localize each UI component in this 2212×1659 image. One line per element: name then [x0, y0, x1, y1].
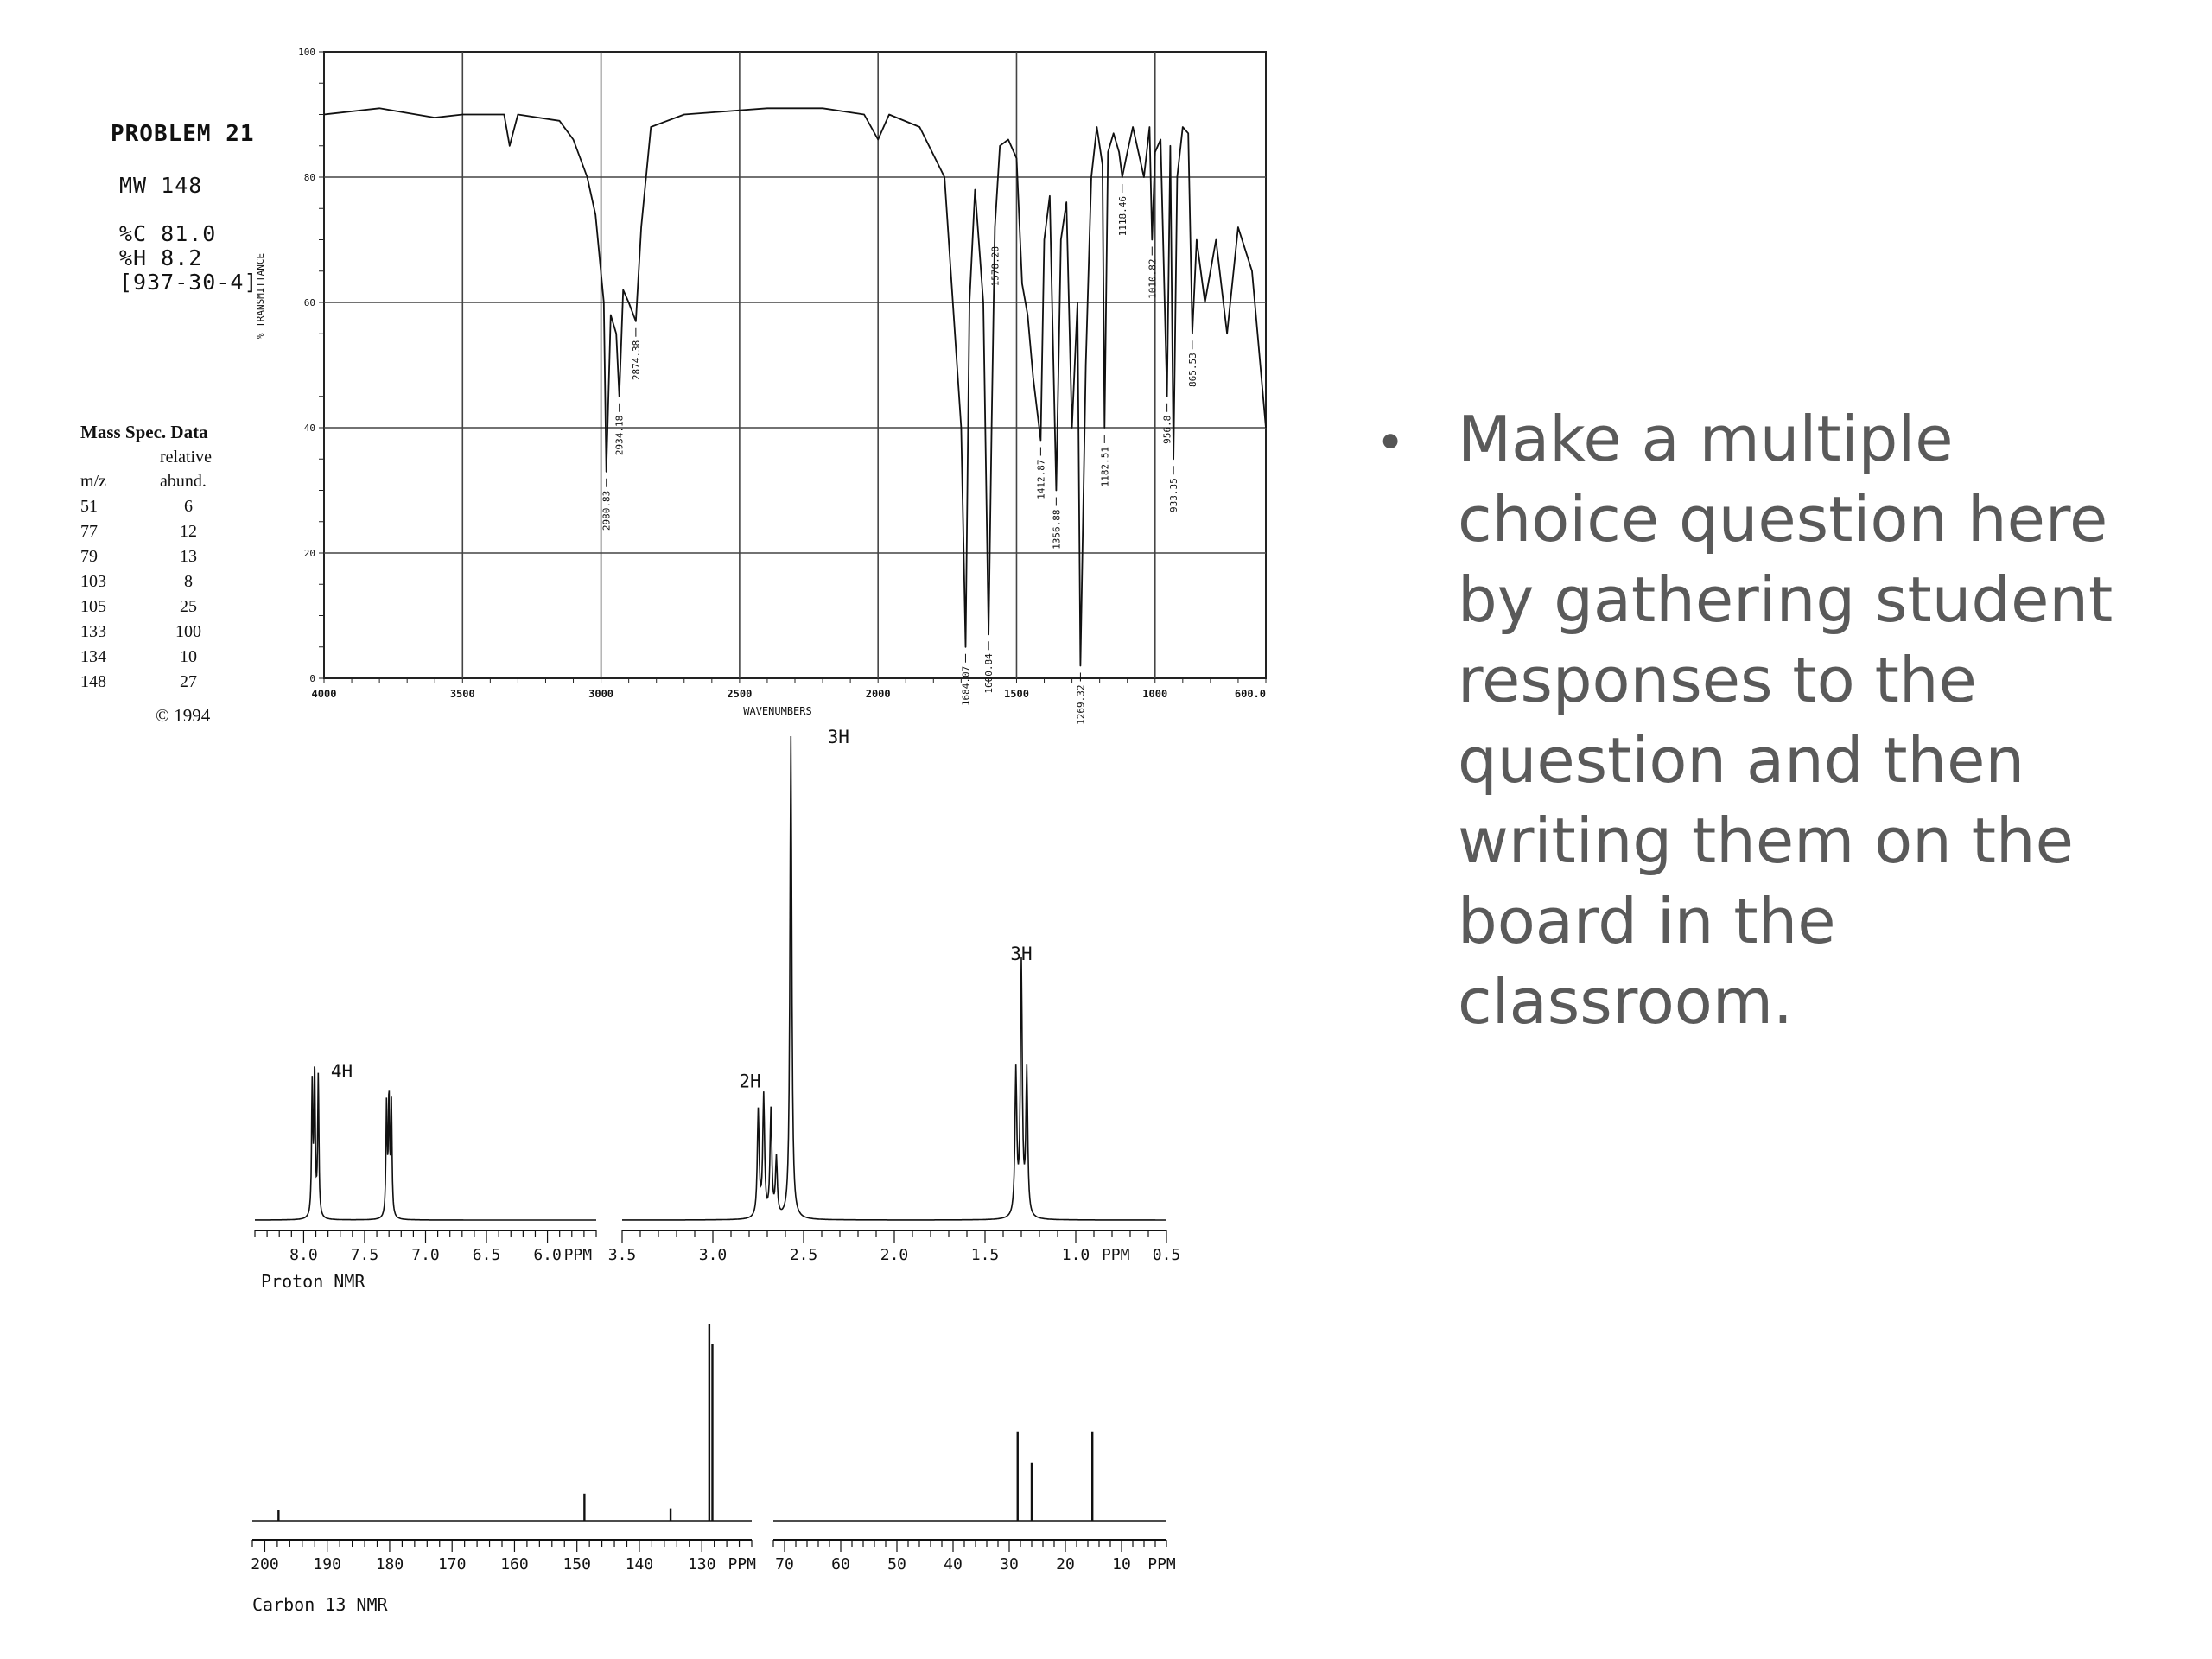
proton-nmr-tick-label: 2.0	[880, 1246, 909, 1264]
ir-plot-frame	[324, 52, 1266, 678]
ir-peak-label: 1356.88	[1051, 509, 1063, 550]
mass-spec-row	[80, 522, 253, 547]
mass-spec-header-relative: relative	[160, 448, 212, 467]
ir-spectrum-line	[324, 108, 1266, 665]
ir-spectrum-chart	[242, 43, 1279, 734]
proton-nmr-trace	[255, 1066, 596, 1220]
mass-spec-mz: 105	[80, 597, 106, 616]
carbon-nmr-tick-label: 20	[1056, 1555, 1075, 1573]
carbon-nmr-tick-label: 140	[625, 1555, 654, 1573]
bullet-marker: •	[1376, 413, 1406, 472]
carbon-nmr-tick-label: 30	[1000, 1555, 1019, 1573]
carbon-nmr-tick-label: 200	[251, 1555, 279, 1573]
ir-peak-label: 956.8	[1161, 415, 1173, 444]
ir-peak-label: 1600.84	[983, 653, 995, 694]
mass-spec-title: Mass Spec. Data	[80, 422, 208, 442]
ir-y-tick-label: 100	[298, 47, 315, 58]
proton-nmr-tick-label: 7.0	[411, 1246, 440, 1264]
ir-x-tick-label: 3000	[588, 688, 614, 700]
proton-nmr-chart	[242, 727, 1192, 1305]
ir-peak-label: 1269.32	[1075, 684, 1087, 725]
percent-hydrogen: %H 8.2	[119, 245, 203, 270]
carbon-nmr-tick-label: PPM	[1147, 1555, 1176, 1573]
carbon-nmr-tick-label: 50	[887, 1555, 906, 1573]
mass-spec-row	[80, 647, 253, 672]
proton-nmr-integration: 4H	[330, 1061, 353, 1083]
ir-x-tick-label: 600.0	[1234, 688, 1266, 700]
mass-spec-abund: 13	[180, 547, 197, 566]
proton-nmr-tick-label: 6.0	[533, 1246, 562, 1264]
ir-x-tick-label: 3500	[449, 688, 475, 700]
proton-nmr-tick-label: 0.5	[1152, 1246, 1181, 1264]
proton-nmr-tick-label: 3.0	[698, 1246, 728, 1264]
proton-nmr-tick-label: 6.5	[472, 1246, 501, 1264]
ir-peak-label: 1412.87	[1035, 459, 1047, 499]
ir-peak-label: 933.35	[1168, 478, 1180, 512]
ir-y-tick-label: 0	[309, 673, 315, 684]
ir-y-tick-label: 20	[303, 548, 315, 559]
mass-spec-header-mz: m/z	[80, 472, 106, 491]
mass-spec-mz: 51	[80, 497, 98, 516]
molecular-weight: MW 148	[119, 173, 203, 198]
proton-nmr-axis-unit: PPM	[563, 1246, 593, 1264]
mass-spec-abund: 100	[175, 622, 201, 641]
mass-spec-row	[80, 497, 253, 522]
ir-y-tick-label: 40	[303, 423, 315, 434]
ir-peak-label: 2934.18	[613, 415, 626, 456]
ir-y-tick-label: 80	[303, 172, 315, 183]
ir-peak-label: 2874.38	[630, 340, 642, 381]
mass-spec-abund: 8	[184, 572, 193, 591]
carbon-nmr-tick-label: 10	[1112, 1555, 1131, 1573]
bullet-text: Make a multiple choice question here by gathering student responses to the question and then writing them on the board in the classroom.	[1458, 403, 2113, 1038]
mass-spec-row	[80, 572, 253, 597]
carbon-nmr-tick-label: 180	[375, 1555, 404, 1573]
ir-x-tick-label: 1000	[1142, 688, 1168, 700]
problem-title: PROBLEM 21	[111, 121, 255, 147]
ir-x-tick-label: 4000	[311, 688, 337, 700]
mass-spec-row	[80, 597, 253, 622]
proton-nmr-trace	[622, 736, 1166, 1220]
ir-x-tick-label: 1500	[1004, 688, 1029, 700]
mass-spec-row	[80, 672, 253, 697]
carbon-nmr-tick-label: 60	[831, 1555, 850, 1573]
ir-x-tick-label: 2000	[865, 688, 891, 700]
proton-nmr-tick-label: 7.5	[350, 1246, 379, 1264]
ir-peak-label: 1182.51	[1099, 447, 1111, 487]
carbon-nmr-tick-label: 130	[687, 1555, 716, 1573]
ir-y-tick-label: 60	[303, 297, 315, 308]
ir-peak-label: 1684.07	[960, 665, 972, 707]
ir-peak-label: 1010.82	[1147, 258, 1159, 299]
proton-nmr-integration: 3H	[827, 727, 849, 747]
carbon-nmr-title: Carbon 13 NMR	[252, 1594, 388, 1615]
ir-peak-label: 2980.83	[601, 490, 613, 531]
proton-nmr-tick-label: 3.5	[607, 1246, 637, 1264]
proton-nmr-tick-label: 1.0	[1061, 1246, 1090, 1264]
percent-carbon: %C 81.0	[119, 221, 217, 246]
mass-spec-row	[80, 622, 253, 647]
mass-spec-abund: 12	[180, 522, 197, 541]
carbon-nmr-tick-label: PPM	[728, 1555, 756, 1573]
mass-spec-abund: 25	[180, 597, 197, 616]
carbon-nmr-chart	[242, 1287, 1192, 1633]
proton-nmr-title: Proton NMR	[261, 1271, 365, 1292]
ir-x-tick-label: 2500	[727, 688, 753, 700]
proton-nmr-tick-label: 1.5	[970, 1246, 1000, 1264]
mass-spec-mz: 77	[80, 522, 98, 541]
mass-spec-mz: 79	[80, 547, 98, 566]
proton-nmr-tick-label: 8.0	[289, 1246, 318, 1264]
ir-y-axis-label: % TRANSMITTANCE	[255, 252, 266, 340]
proton-nmr-integration: 2H	[739, 1071, 761, 1092]
ir-peak-label: 865.53	[1186, 353, 1198, 387]
mass-spec-mz: 133	[80, 622, 106, 641]
mass-spec-abund: 10	[180, 647, 197, 666]
ir-x-axis-label: WAVENUMBERS	[743, 705, 812, 717]
proton-nmr-axis-unit: PPM	[1101, 1246, 1130, 1264]
proton-nmr-integration: 3H	[1010, 943, 1033, 964]
ir-peak-label: 1118.46	[1116, 196, 1128, 237]
carbon-nmr-tick-label: 150	[563, 1555, 591, 1573]
carbon-nmr-tick-label: 190	[313, 1555, 341, 1573]
mass-spec-abund: 27	[180, 672, 197, 691]
proton-nmr-tick-label: 2.5	[789, 1246, 818, 1264]
mass-spec-row	[80, 547, 253, 572]
copyright: © 1994	[156, 705, 211, 726]
carbon-nmr-tick-label: 70	[775, 1555, 794, 1573]
carbon-nmr-tick-label: 160	[500, 1555, 529, 1573]
mass-spec-abund: 6	[184, 497, 193, 516]
mass-spec-mz: 103	[80, 572, 106, 591]
mass-spec-mz: 148	[80, 672, 106, 691]
ir-peak-label: 1578.28	[989, 246, 1001, 287]
carbon-nmr-tick-label: 40	[944, 1555, 963, 1573]
mass-spec-mz: 134	[80, 647, 106, 666]
carbon-nmr-tick-label: 170	[437, 1555, 467, 1573]
cas-number: [937-30-4]	[119, 270, 258, 295]
mass-spec-header-abund: abund.	[160, 472, 207, 491]
